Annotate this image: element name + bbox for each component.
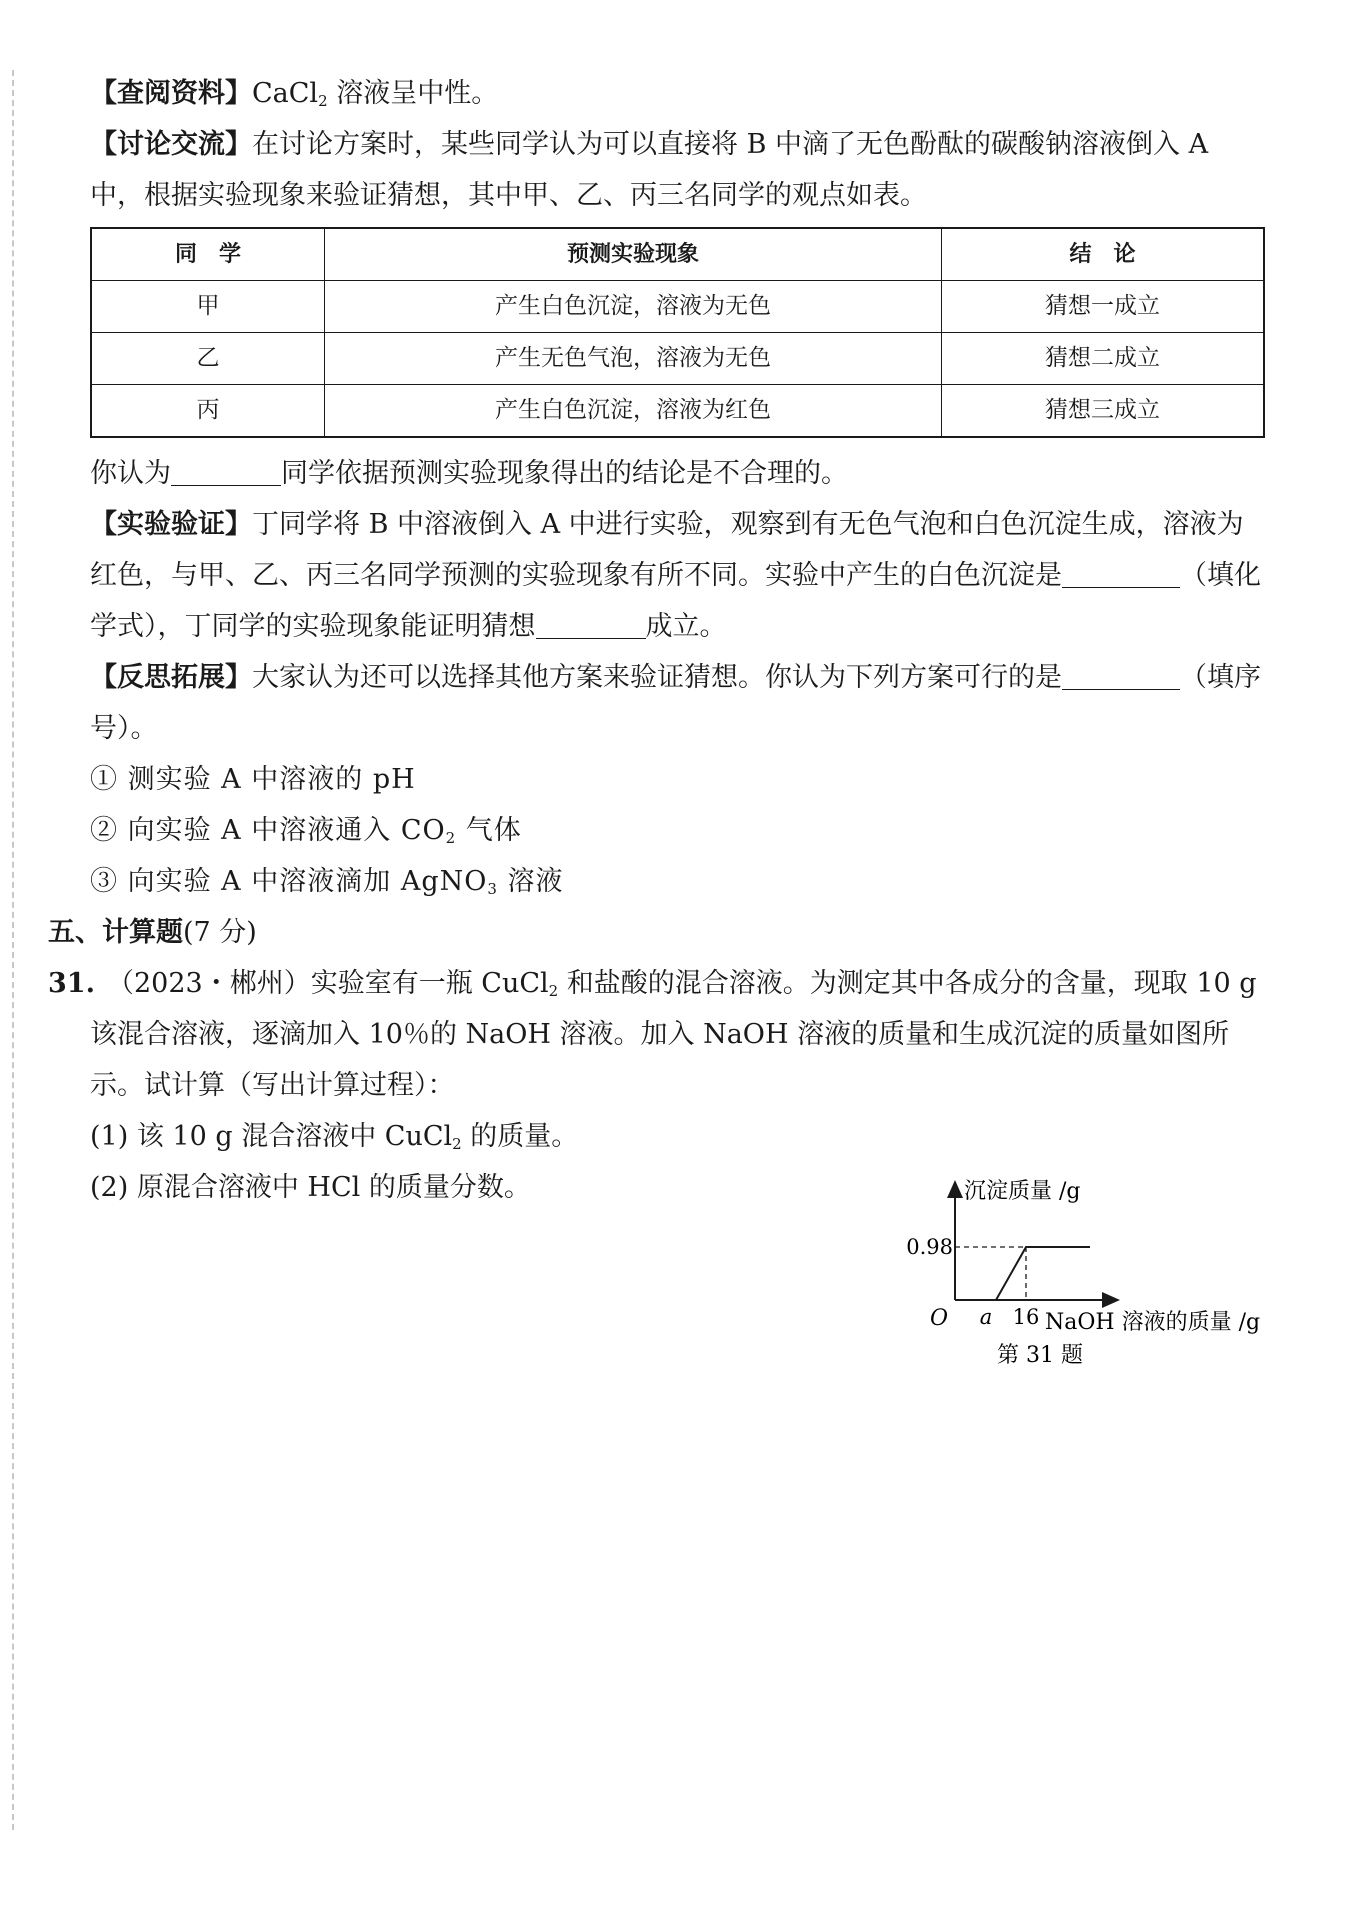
cell-phenomenon: 产生白色沉淀，溶液为红色 bbox=[325, 385, 942, 438]
x-tick-label-16: 16 bbox=[1012, 1305, 1040, 1329]
sub-question-1: (1) 该 10 g 混合溶液中 CuCl$_2$ 的质量。 bbox=[90, 1121, 579, 1153]
answer-blank-precipitate[interactable] bbox=[1062, 557, 1180, 588]
document-body bbox=[48, 68, 1265, 1213]
question-31: 31. （2023・郴州）实验室有一瓶 CuCl$_2$ 和盐酸的混合溶液。为测定其中各成分的含量，现取 10 g 该混合溶液，逐滴加入 10％的 NaOH 溶液。加入 NaOH 溶液的质量和生成沉淀的质量如图所示。试计算（写出计算过程）： bbox=[48, 968, 1257, 1101]
cell-phenomenon: 产生无色气泡，溶液为无色 bbox=[325, 333, 942, 385]
judge-paragraph: 你认为 同学依据预测实验现象得出的结论是不合理的。 bbox=[90, 448, 1265, 499]
precipitate-chart bbox=[890, 1170, 1290, 1370]
table-header-row bbox=[91, 228, 1264, 281]
reflect-paragraph: 【反思拓展】大家认为还可以选择其他方案来验证猜想。你认为下列方案可行的是 （填序号）。 bbox=[90, 652, 1265, 754]
answer-blank-options[interactable] bbox=[1062, 659, 1180, 690]
table-row bbox=[91, 333, 1264, 385]
option-3: ③ 向实验 A 中溶液滴加 AgNO$_3$ 溶液 bbox=[90, 866, 564, 898]
origin-label: O bbox=[930, 1306, 949, 1331]
reference-paragraph: 【查阅资料】CaCl$_2$ 溶液呈中性。 bbox=[90, 78, 499, 110]
section-heading: 五、计算题(7 分) bbox=[48, 917, 257, 948]
figure-caption: 第 31 题 bbox=[997, 1343, 1083, 1368]
reflect-tag: 【反思拓展】 bbox=[90, 662, 252, 693]
option-1: ① 测实验 A 中溶液的 pH bbox=[90, 764, 416, 795]
cell-student: 乙 bbox=[91, 333, 325, 385]
y-tick-label: 0.98 bbox=[906, 1235, 953, 1259]
table-row bbox=[91, 385, 1264, 438]
series-line bbox=[996, 1247, 1090, 1300]
discussion-text: 在讨论方案时，某些同学认为可以直接将 B 中滴了无色酚酞的碳酸钠溶液倒入 A 中，根据实验现象来验证猜想，其中甲、乙、丙三名同学的观点如表。 bbox=[90, 129, 1209, 211]
prediction-table bbox=[90, 227, 1265, 438]
verify-tag: 【实验验证】 bbox=[90, 509, 252, 540]
header-phenomenon: 预测实验现象 bbox=[325, 228, 942, 281]
header-student: 同 学 bbox=[91, 228, 325, 281]
answer-blank-hypothesis[interactable] bbox=[536, 608, 646, 639]
x-axis-label: NaOH 溶液的质量 /g bbox=[1045, 1310, 1261, 1335]
discussion-tag: 【讨论交流】 bbox=[90, 129, 252, 160]
question-number: 31. bbox=[48, 968, 95, 999]
answer-blank-student[interactable] bbox=[171, 455, 281, 486]
cell-phenomenon: 产生白色沉淀，溶液为无色 bbox=[325, 281, 942, 333]
cell-conclusion: 猜想三成立 bbox=[942, 385, 1265, 438]
cell-student: 丙 bbox=[91, 385, 325, 438]
table-row bbox=[91, 281, 1264, 333]
x-tick-label-a: a bbox=[979, 1305, 993, 1329]
binding-margin-line bbox=[12, 70, 14, 1830]
cell-conclusion: 猜想一成立 bbox=[942, 281, 1265, 333]
reference-tag: 【查阅资料】 bbox=[90, 78, 252, 109]
discussion-paragraph bbox=[90, 119, 1265, 221]
header-conclusion: 结 论 bbox=[942, 228, 1265, 281]
y-axis-label: 沉淀质量 /g bbox=[964, 1179, 1081, 1204]
sub-question-2: (2) 原混合溶液中 HCl 的质量分数。 bbox=[90, 1172, 531, 1203]
cell-student: 甲 bbox=[91, 281, 325, 333]
option-2: ② 向实验 A 中溶液通入 $CO_2$ 气体 bbox=[90, 815, 522, 847]
cell-conclusion: 猜想二成立 bbox=[942, 333, 1265, 385]
verify-paragraph: 【实验验证】丁同学将 B 中溶液倒入 A 中进行实验，观察到有无色气泡和白色沉淀生成，溶液为红色，与甲、乙、丙三名同学预测的实验现象有所不同。实验中产生的白色沉淀是 （填化学式），丁同学的实验现象能证明猜想 成立。 bbox=[90, 509, 1261, 642]
chart-svg bbox=[890, 1170, 1290, 1370]
